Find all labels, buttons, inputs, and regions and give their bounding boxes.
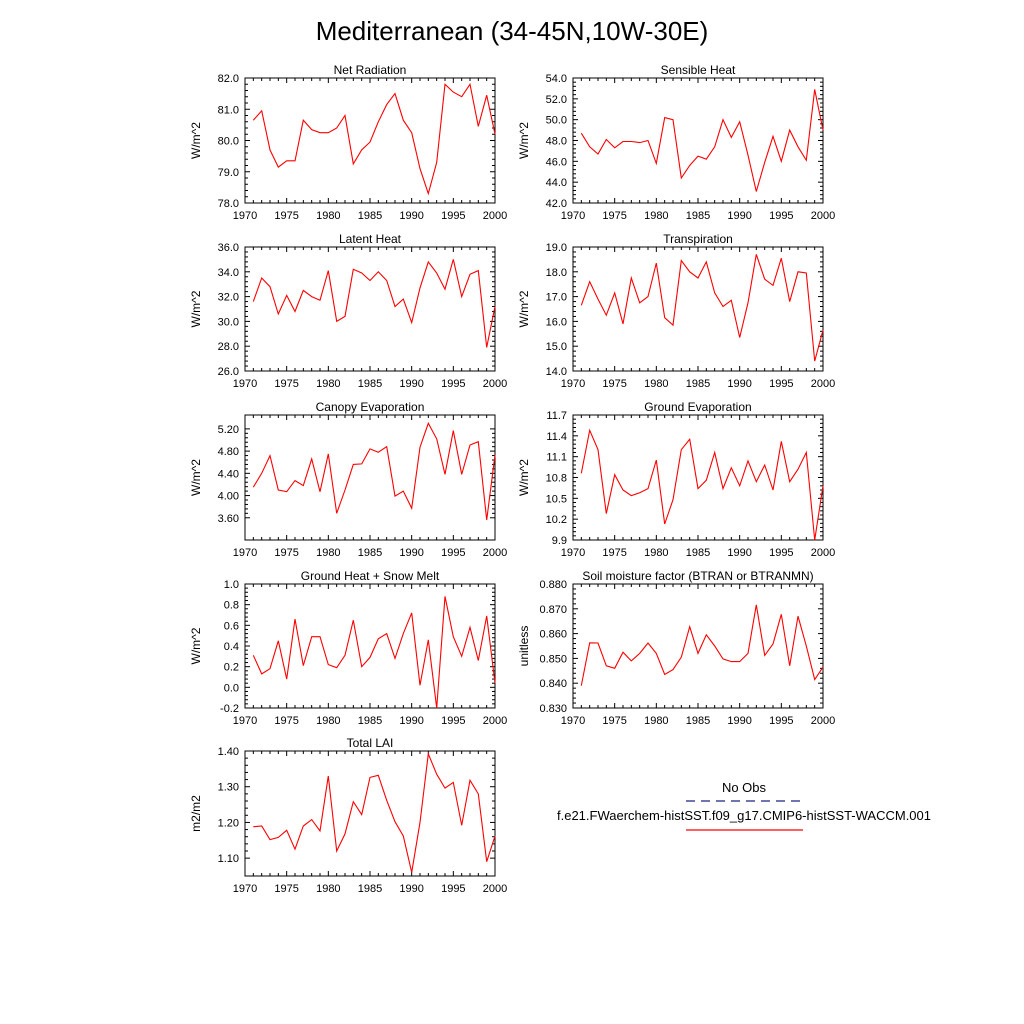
plot-frame [573, 78, 823, 203]
x-tick-label: 1990 [399, 715, 424, 727]
y-tick-label: 4.80 [217, 446, 239, 459]
x-tick-label: 1990 [727, 210, 752, 222]
y-tick-label: 82.0 [217, 73, 239, 85]
x-tick-label: 1985 [685, 547, 711, 559]
x-tick-label: 2000 [482, 378, 508, 390]
y-tick-label: 46.0 [545, 156, 567, 169]
y-tick-label: 28.0 [217, 341, 239, 354]
series-line [253, 596, 495, 708]
x-tick-label: 1990 [399, 883, 424, 895]
x-tick-label: 1985 [357, 547, 383, 559]
y-tick-label: 11.7 [546, 410, 567, 422]
y-tick-label: 15.0 [545, 341, 567, 354]
x-tick-label: 1970 [232, 210, 258, 222]
y-tick-label: 16.0 [545, 316, 567, 329]
y-tick-label: 50.0 [545, 114, 567, 127]
plot-frame [245, 751, 495, 876]
y-tick-label: 1.20 [217, 817, 239, 830]
y-tick-label: 0.860 [539, 628, 567, 641]
y-tick-label: 1.0 [223, 579, 239, 591]
y-tick-label: 0.870 [539, 603, 567, 616]
series-line [581, 605, 823, 686]
x-tick-label: 1990 [399, 210, 424, 222]
x-tick-label: 1980 [316, 715, 341, 727]
panel-title: Latent Heat [338, 232, 402, 246]
x-tick-label: 1995 [769, 547, 794, 559]
x-tick-label: 1985 [685, 378, 711, 390]
x-tick-label: 1985 [357, 883, 383, 895]
series-line [581, 254, 823, 361]
y-tick-label: 1.30 [217, 781, 239, 794]
y-tick-label: 4.00 [217, 490, 239, 503]
y-tick-label: 5.20 [217, 423, 239, 436]
plot-frame [245, 247, 495, 371]
y-tick-label: 34.0 [217, 266, 239, 279]
y-tick-label: 42.0 [545, 198, 567, 210]
y-tick-label: 0.0 [223, 682, 239, 695]
y-tick-label: 0.4 [223, 641, 239, 653]
y-tick-label: 3.60 [217, 512, 239, 525]
series-line [253, 754, 495, 873]
plot-frame [573, 247, 823, 371]
y-axis-label: W/m^2 [189, 459, 203, 496]
panel-title: Transpiration [663, 232, 733, 246]
x-tick-label: 1985 [357, 715, 383, 727]
x-tick-label: 1970 [232, 547, 258, 559]
x-tick-label: 1975 [274, 883, 299, 895]
series-line [253, 423, 495, 520]
legend-obs-label: No Obs [721, 780, 767, 795]
x-tick-label: 1975 [274, 715, 299, 727]
x-tick-label: 2000 [482, 210, 508, 222]
y-tick-label: 17.0 [545, 291, 567, 304]
y-tick-label: 11.1 [546, 451, 567, 464]
x-tick-label: 1980 [644, 378, 669, 390]
y-tick-label: 0.840 [539, 678, 567, 691]
x-tick-label: 1995 [441, 883, 466, 895]
panel-1 [189, 63, 507, 222]
x-tick-label: 2000 [810, 210, 836, 222]
y-axis-label: W/m^2 [517, 290, 531, 328]
y-tick-label: 0.830 [539, 703, 567, 715]
y-tick-label: 0.880 [539, 579, 567, 591]
x-tick-label: 1970 [232, 715, 258, 727]
y-tick-label: 52.0 [545, 93, 567, 106]
y-axis-label: W/m^2 [517, 122, 531, 159]
y-tick-label: 18.0 [545, 266, 567, 279]
legend [557, 780, 931, 830]
y-tick-label: 78.0 [217, 198, 239, 210]
x-tick-label: 1970 [232, 378, 258, 390]
x-tick-label: 2000 [810, 547, 836, 559]
y-tick-label: 54.0 [545, 73, 567, 85]
y-tick-label: 4.40 [217, 468, 239, 481]
x-tick-label: 1970 [560, 210, 586, 222]
x-tick-label: 1985 [685, 210, 711, 222]
y-tick-label: 11.4 [546, 430, 567, 443]
x-tick-label: 1990 [727, 378, 752, 390]
y-tick-label: 44.0 [545, 177, 567, 190]
y-tick-label: 10.8 [545, 472, 567, 485]
panel-4 [517, 232, 835, 390]
x-tick-label: 1990 [399, 547, 424, 559]
y-tick-label: 79.0 [217, 166, 239, 179]
x-tick-label: 1975 [274, 210, 299, 222]
x-tick-label: 1970 [560, 715, 586, 727]
x-tick-label: 1975 [602, 547, 627, 559]
x-tick-label: 1990 [727, 715, 752, 727]
y-axis-label: W/m^2 [517, 459, 531, 496]
y-tick-label: 1.10 [217, 853, 239, 866]
panel-title: Ground Heat + Snow Melt [300, 569, 440, 583]
panel-title: Net Radiation [333, 63, 407, 77]
x-tick-label: 1975 [274, 547, 299, 559]
x-tick-label: 1980 [316, 883, 341, 895]
x-tick-label: 1975 [602, 715, 627, 727]
panel-6 [517, 400, 835, 559]
plot-frame [573, 415, 823, 540]
x-tick-label: 1985 [685, 715, 711, 727]
series-line [581, 430, 823, 540]
x-tick-label: 1995 [441, 210, 466, 222]
y-axis-label: W/m^2 [189, 627, 203, 665]
y-tick-label: 32.0 [217, 291, 239, 304]
y-tick-label: 1.40 [217, 746, 239, 758]
x-tick-label: 1995 [769, 210, 794, 222]
x-tick-label: 1995 [769, 715, 794, 727]
panel-title: Canopy Evaporation [315, 400, 425, 414]
panel-7 [189, 569, 507, 727]
panel-9 [189, 736, 507, 895]
x-tick-label: 1975 [274, 378, 299, 390]
x-tick-label: 1975 [602, 378, 627, 390]
x-tick-label: 1995 [441, 378, 466, 390]
plot-frame [573, 584, 823, 708]
y-tick-label: 81.0 [217, 104, 239, 117]
panel-title: Ground Evaporation [644, 400, 752, 414]
x-tick-label: 1995 [441, 547, 466, 559]
figure-title: Mediterranean (34-45N,10W-30E) [315, 16, 709, 46]
y-tick-label: 9.9 [551, 535, 567, 547]
y-tick-label: 14.0 [545, 366, 567, 378]
x-tick-label: 2000 [482, 883, 508, 895]
plot-frame [245, 78, 495, 203]
y-axis-label: W/m^2 [189, 122, 203, 159]
series-line [581, 90, 823, 192]
x-tick-label: 1990 [399, 378, 424, 390]
y-tick-label: 26.0 [217, 366, 239, 378]
y-tick-label: 19.0 [545, 242, 567, 254]
panel-title: Total LAI [346, 736, 394, 750]
panel-title: Soil moisture factor (BTRAN or BTRANMN) [582, 569, 814, 583]
x-tick-label: 2000 [482, 547, 508, 559]
x-tick-label: 1980 [644, 715, 669, 727]
x-tick-label: 1985 [357, 378, 383, 390]
x-tick-label: 1980 [316, 547, 341, 559]
panel-grid [189, 63, 835, 895]
x-tick-label: 1970 [232, 883, 258, 895]
y-axis-label: W/m^2 [189, 290, 203, 328]
y-tick-label: 36.0 [217, 242, 239, 254]
panel-8 [517, 569, 835, 727]
y-tick-label: 10.5 [545, 493, 567, 506]
y-tick-label: 10.2 [545, 514, 567, 527]
x-tick-label: 1980 [644, 547, 669, 559]
x-tick-label: 2000 [810, 378, 836, 390]
series-line [253, 84, 495, 193]
y-tick-label: 0.850 [539, 653, 567, 666]
panel-2 [517, 63, 835, 222]
y-tick-label: 80.0 [217, 135, 239, 148]
x-tick-label: 1990 [727, 547, 752, 559]
y-tick-label: 30.0 [217, 316, 239, 329]
x-tick-label: 1980 [316, 378, 341, 390]
legend-model-label: f.e21.FWaerchem-histSST.f09_g17.CMIP6-histSST-WACCM.001 [557, 808, 931, 823]
x-tick-label: 2000 [482, 715, 508, 727]
y-tick-label: 0.8 [223, 599, 239, 612]
x-tick-label: 2000 [810, 715, 836, 727]
y-tick-label: 0.2 [223, 661, 239, 674]
series-line [253, 259, 495, 347]
panel-3 [189, 232, 507, 390]
y-tick-label: 0.6 [223, 620, 239, 633]
x-tick-label: 1995 [441, 715, 466, 727]
y-axis-label: unitless [517, 625, 531, 667]
plot-frame [245, 415, 495, 540]
x-tick-label: 1980 [644, 210, 669, 222]
y-tick-label: -0.2 [220, 703, 239, 715]
panel-title: Sensible Heat [660, 63, 736, 77]
x-tick-label: 1980 [316, 210, 341, 222]
x-tick-label: 1995 [769, 378, 794, 390]
panel-5 [189, 400, 507, 559]
x-tick-label: 1970 [560, 547, 586, 559]
x-tick-label: 1970 [560, 378, 586, 390]
x-tick-label: 1975 [602, 210, 627, 222]
y-tick-label: 48.0 [545, 135, 567, 148]
y-axis-label: m2/m2 [189, 795, 203, 832]
x-tick-label: 1985 [357, 210, 383, 222]
